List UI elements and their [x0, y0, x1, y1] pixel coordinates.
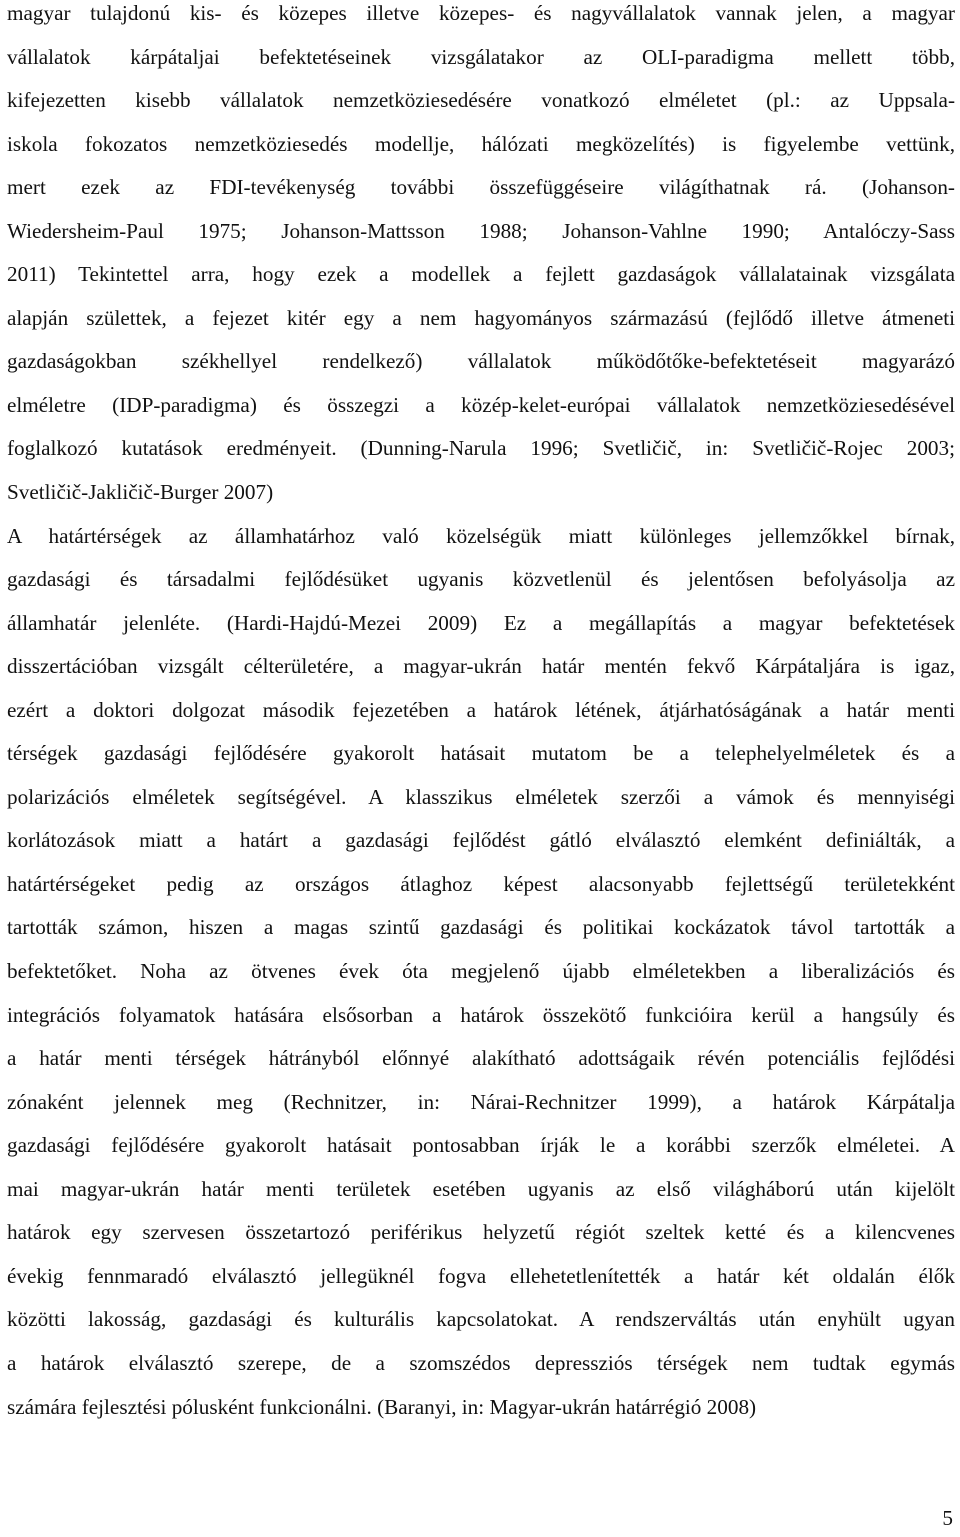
text-line: gazdasági fejlődésére gyakorolt hatásait pontosabban írják le a korábbi szerzők elméletei. A: [7, 1133, 955, 1158]
text-line: magyar tulajdonú kis- és közepes illetve közepes- és nagyvállalatok vannak jelen, a magyar: [7, 1, 955, 25]
page-number: 5: [942, 1506, 953, 1530]
text-line: Wiedersheim-Paul 1975; Johanson-Mattsson 1988; Johanson-Vahlne 1990; Antalóczy-Sass: [7, 218, 955, 243]
text-line: tartották számon, hiszen a magas szintű gazdasági és politikai kockázatok távol tartották a: [7, 915, 955, 940]
text-line: vállalatok kárpátaljai befektetéseinek vizsgálatakor az OLI-paradigma mellett több,: [7, 44, 955, 69]
text-line: a határ menti térségek hátrányból előnnyé alakítható adottságaik révén potenciális fejlődési: [7, 1046, 955, 1071]
text-line: polarizációs elméletek segítségével. A klasszikus elméletek szerzői a vámok és mennyiségi: [7, 784, 955, 809]
text-line: A határtérségek az államhatárhoz való közelségük miatt különleges jellemzőkkel bírnak,: [7, 523, 955, 548]
text-line: alapján születtek, a fejezet kitér egy a nem hagyományos származású (fejlődő illetve átmeneti: [7, 305, 955, 330]
text-line: mert ezek az FDI-tevékenység további összefüggéseire világíthatnak rá. (Johanson-: [7, 175, 955, 200]
text-line: gazdaságokban székhellyel rendelkező) vállalatok működőtőke-befektetéseit magyarázó: [7, 349, 955, 374]
text-line: határok egy szervesen összetartozó periférikus helyzetű régiót szeltek ketté és a kilencvenes: [7, 1220, 955, 1245]
text-line: közötti lakosság, gazdasági és kulturális kapcsolatokat. A rendszerváltás után enyhült ugyan: [7, 1307, 955, 1332]
text-line: iskola fokozatos nemzetköziesedés modellje, hálózati megközelítés) is figyelembe vettünk,: [7, 131, 955, 156]
text-line: integrációs folyamatok hatására elsősorban a határok összekötő funkcióira kerül a hangsúly és: [7, 1002, 955, 1027]
text-line: kifejezetten kisebb vállalatok nemzetköziesedésére vonatkozó elméletet (pl.: az Uppsala-: [7, 88, 955, 113]
text-line: elméletre (IDP-paradigma) és összegzi a közép-kelet-európai vállalatok nemzetköziesedésével: [7, 392, 955, 417]
text-line: térségek gazdasági fejlődésére gyakorolt hatásait mutatom be a telephelyelméletek és a: [7, 741, 955, 766]
text-line: korlátozások miatt a határt a gazdasági fejlődést gátló elválasztó elemként definiálták, a: [7, 828, 955, 853]
text-line: évekig fennmaradó elválasztó jellegüknél fogva ellehetetlenítették a határ két oldalán élők: [7, 1263, 955, 1288]
text-line: Svetličič-Jakličič-Burger 2007): [7, 480, 274, 505]
text-line: számára fejlesztési pólusként funkcionálni. (Baranyi, in: Magyar-ukrán határrégió 2008): [7, 1394, 757, 1419]
text-line: zónaként jelennek meg (Rechnitzer, in: Nárai-Rechnitzer 1999), a határok Kárpátalja: [7, 1089, 955, 1114]
text-line: a határok elválasztó szerepe, de a szomszédos depressziós térségek nem tudtak egymás: [7, 1350, 955, 1375]
text-line: 2011) Tekintettel arra, hogy ezek a modellek a fejlett gazdaságok vállalatainak vizsgálata: [7, 262, 955, 287]
text-line: ezért a doktori dolgozat második fejezetében a határok létének, átjárhatóságának a határ menti: [7, 697, 955, 722]
text-line: határtérségeket pedig az országos átlaghoz képest alacsonyabb fejlettségű területekként: [7, 871, 955, 896]
text-line: államhatár jelenléte. (Hardi-Hajdú-Mezei 2009) Ez a megállapítás a magyar befektetések: [7, 610, 955, 635]
text-line: befektetőket. Noha az ötvenes évek óta megjelenő újabb elméletekben a liberalizációs és: [7, 959, 955, 984]
text-line: disszertációban vizsgált célterületére, a magyar-ukrán határ mentén fekvő Kárpátaljára is igaz,: [7, 654, 955, 679]
text-line: gazdasági és társadalmi fejlődésüket ugyanis közvetlenül és jelentősen befolyásolja az: [7, 567, 955, 592]
document-body: [7, 0, 955, 1437]
text-line: mai magyar-ukrán határ menti területek esetében ugyanis az első világháború után kijelölt: [7, 1176, 955, 1201]
text-line: foglalkozó kutatások eredményeit. (Dunning-Narula 1996; Svetličič, in: Svetličič-Rojec 2003;: [7, 436, 955, 461]
